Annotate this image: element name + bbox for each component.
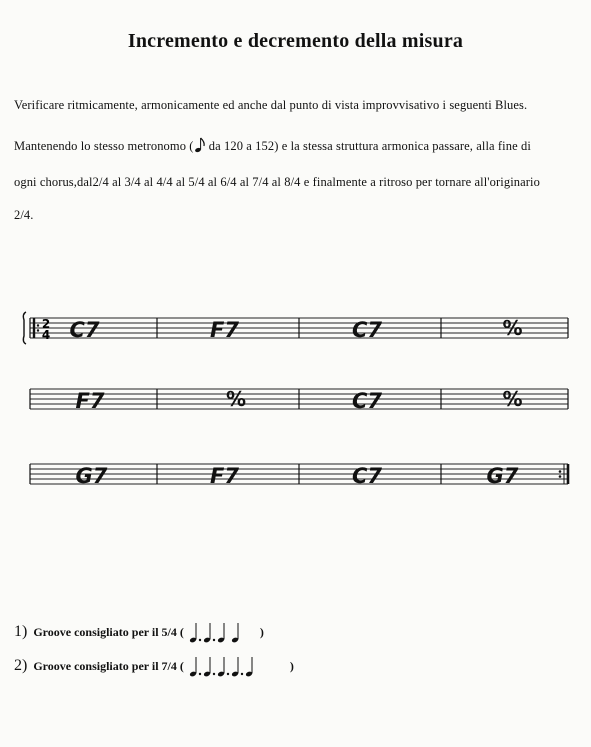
opening-bracket: [23, 312, 26, 344]
chord-symbol: C7: [352, 389, 383, 413]
groove-number: 2): [14, 656, 28, 674]
time-signature-bottom: 4: [41, 328, 51, 342]
groove-line-2: [14, 654, 294, 680]
chord-symbol: F7: [210, 464, 239, 488]
chord-symbol: C7: [69, 318, 100, 342]
instruction-line-2-end: da 120 a 152) e la stessa struttura armonica passare, alla fine di: [205, 139, 531, 153]
groove-close: ): [289, 658, 294, 673]
repeat-measure-icon: %: [502, 387, 523, 411]
chord-symbol: F7: [75, 389, 105, 413]
repeat-dot: [559, 475, 562, 478]
groove-number: 1): [14, 622, 28, 640]
dotted-quarter-note-icon: [203, 623, 215, 643]
dotted-quarter-note-icon: [231, 657, 243, 677]
groove-text: Groove consigliato per il 5/4 (: [33, 624, 184, 639]
repeat-measure-icon: %: [502, 316, 523, 340]
groove-line-1: [14, 620, 264, 646]
chord-symbol: G7: [75, 464, 108, 488]
chord-symbol: F7: [210, 318, 239, 342]
augmentation-dot: [227, 673, 229, 675]
repeat-dot: [37, 324, 39, 326]
repeat-dot: [37, 329, 39, 331]
dotted-quarter-note-icon: [203, 657, 215, 677]
blues-score: [0, 290, 591, 500]
groove-text: Groove consigliato per il 7/4 (: [33, 658, 184, 673]
repeat-measure-icon: %: [225, 387, 247, 411]
dotted-quarter-note-icon: [189, 623, 201, 643]
rhythm-pattern-7-4: [187, 654, 287, 680]
page-title: Incremento e decremento della misura: [127, 30, 464, 52]
instruction-line-3: ogni chorus,dal2/4 al 3/4 al 4/4 al 5/4 al 6/4 al 7/4 al 8/4 e finalmente a ritroso per tornare all'originario: [14, 175, 540, 189]
augmentation-dot: [213, 673, 215, 675]
instruction-line-1: Verificare ritmicamente, armonicamente ed anche dal punto di vista improvvisativo i seguenti Blues.: [14, 98, 528, 112]
instruction-line-4: 2/4.: [14, 208, 34, 222]
instruction-line-2-start: Mantenendo lo stesso metronomo (: [14, 139, 194, 153]
rhythm-pattern-5-4: [187, 620, 257, 646]
dotted-quarter-note-icon: [189, 657, 201, 677]
repeat-dot: [559, 470, 562, 473]
instruction-line-2: [14, 137, 580, 154]
dotted-quarter-note-icon: [217, 657, 229, 677]
quarter-note-icon: [217, 623, 225, 643]
augmentation-dot: [241, 673, 243, 675]
eighth-note-icon: [194, 137, 206, 153]
chord-symbol: C7: [352, 318, 383, 342]
quarter-note-icon: [245, 657, 253, 677]
augmentation-dot: [199, 639, 201, 641]
augmentation-dot: [213, 639, 215, 641]
augmentation-dot: [199, 673, 201, 675]
quarter-note-icon: [231, 623, 239, 643]
groove-close: ): [259, 624, 264, 639]
chord-symbol: G7: [486, 464, 519, 488]
chord-symbol: C7: [352, 464, 383, 488]
time-signature-top: 2: [41, 317, 51, 331]
